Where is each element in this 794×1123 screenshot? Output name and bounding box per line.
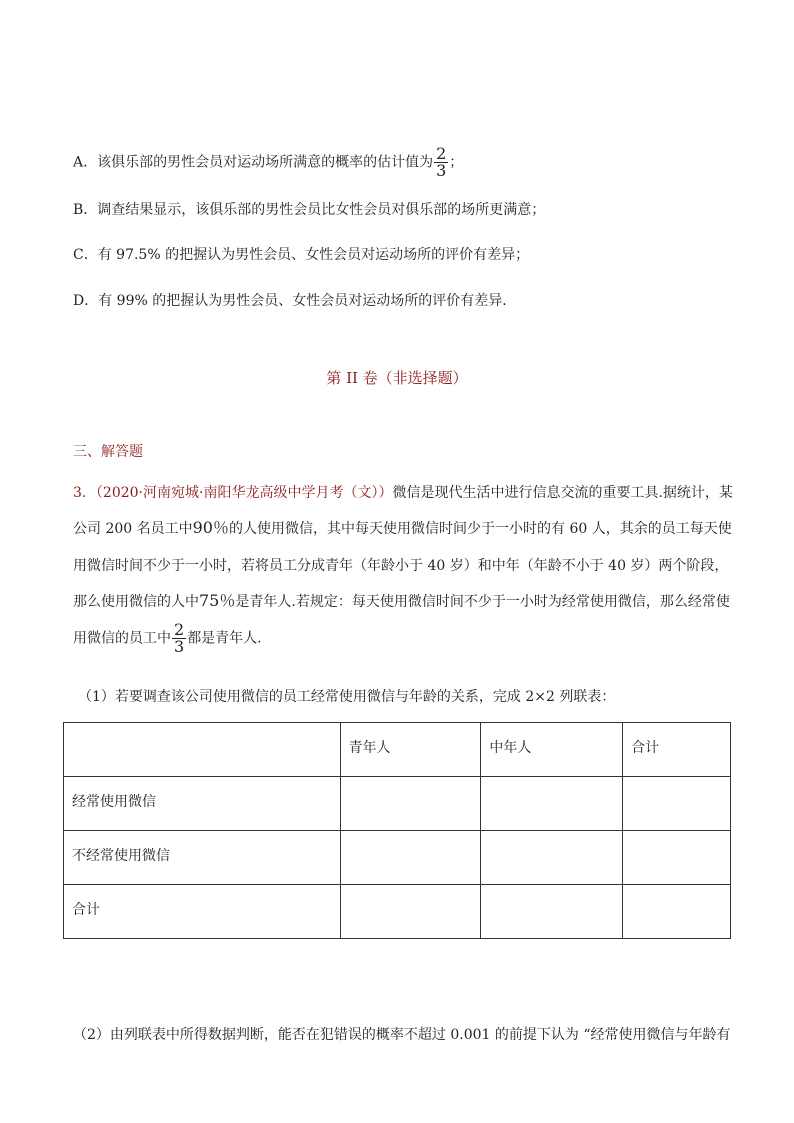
table-row-label: 经常使用微信 xyxy=(64,777,341,831)
fraction-denominator: 3 xyxy=(436,161,447,180)
option-a xyxy=(73,146,463,179)
question-line-5 xyxy=(73,622,262,655)
table-cell xyxy=(481,777,623,831)
option-a-suffix: ； xyxy=(449,154,464,171)
question-text-1: 微信是现代生活中进行信息交流的重要工具.据统计，某 xyxy=(392,485,733,501)
question-text-2b: 的人使用微信，其中每天使用微信时间少于一小时的有 60 人，其余的员工每天使 xyxy=(229,521,732,537)
table-row-label: 不经常使用微信 xyxy=(64,831,341,885)
table-header-cell: 中年人 xyxy=(481,723,623,777)
table-cell xyxy=(623,831,731,885)
sub-question-2: （2）由列联表中所得数据判断，能否在犯错误的概率不超过 0.001 的前提下认为 “经常使用微信与年龄有 xyxy=(73,1027,731,1043)
option-b: B．调查结果显示，该俱乐部的男性会员比女性会员对俱乐部的场所更满意； xyxy=(73,202,546,218)
table-cell xyxy=(623,777,731,831)
table-cell xyxy=(481,831,623,885)
table-row xyxy=(64,777,731,831)
table-cell xyxy=(481,885,623,939)
question-text-5b: 都是青年人. xyxy=(187,630,262,647)
option-d: D．有 99% 的把握认为男性会员、女性会员对运动场所的评价有差异. xyxy=(73,293,507,309)
part-heading: 三、解答题 xyxy=(73,444,143,460)
table-cell xyxy=(340,777,481,831)
contingency-table xyxy=(63,722,731,939)
question-line-1 xyxy=(73,482,733,502)
question-line-3: 用微信时间不少于一小时，若将员工分成青年（年龄小于 40 岁）和中年（年龄不小于 40 岁）两个阶段， xyxy=(73,558,729,574)
option-c: C．有 97.5% 的把握认为男性会员、女性会员对运动场所的评价有差异； xyxy=(73,247,530,263)
fraction-numerator: 2 xyxy=(436,144,447,163)
question-fraction xyxy=(172,622,186,655)
option-a-fraction xyxy=(434,146,448,179)
percent-75: 75％ xyxy=(199,591,236,610)
table-header-cell: 合计 xyxy=(623,723,731,777)
section-title: 第 II 卷（非选择题） xyxy=(326,369,468,387)
table-cell xyxy=(623,885,731,939)
table-row xyxy=(64,831,731,885)
sub-question-1: （1）若要调查该公司使用微信的员工经常使用微信与年龄的关系，完成 2×2 列联表： xyxy=(78,689,616,705)
table-header-row xyxy=(64,723,731,777)
table-header-cell: 青年人 xyxy=(340,723,481,777)
table-row-label: 合计 xyxy=(64,885,341,939)
table-header-cell xyxy=(64,723,341,777)
question-source: （2020·河南宛城·南阳华龙高级中学月考（文）） xyxy=(95,485,393,501)
fraction-denominator: 3 xyxy=(174,637,185,656)
percent-90: 90％ xyxy=(192,518,229,537)
question-text-4a: 那么使用微信的人中 xyxy=(73,594,199,610)
table-row xyxy=(64,885,731,939)
question-text-5a: 用微信的员工中 xyxy=(73,630,171,647)
question-number: 3． xyxy=(73,485,96,501)
fraction-numerator: 2 xyxy=(174,620,185,639)
table-cell xyxy=(340,885,481,939)
question-text-2a: 公司 200 名员工中 xyxy=(73,521,193,537)
table-cell xyxy=(340,831,481,885)
question-text-4b: 是青年人.若规定：每天使用微信时间不少于一小时为经常使用微信，那么经常使 xyxy=(235,594,730,610)
question-line-4 xyxy=(73,588,730,611)
question-line-2 xyxy=(73,515,732,538)
option-a-text: A．该俱乐部的男性会员对运动场所满意的概率的估计值为 xyxy=(73,154,434,171)
